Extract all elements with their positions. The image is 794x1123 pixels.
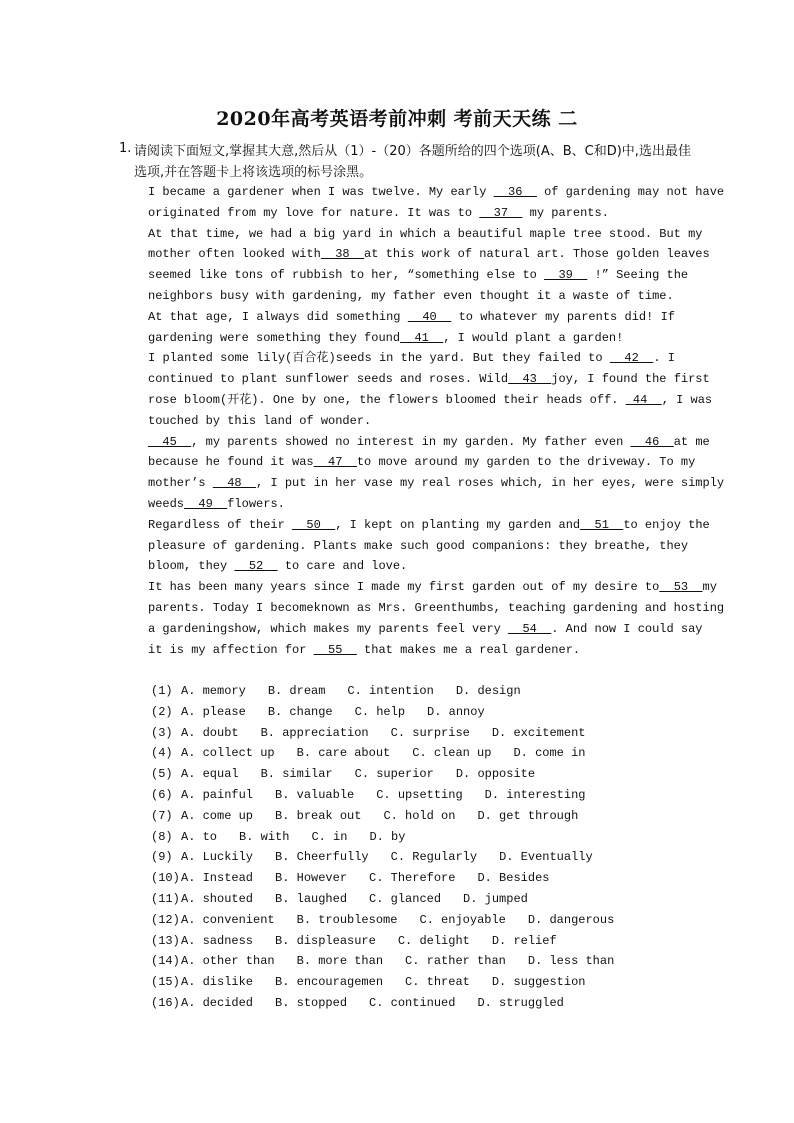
passage-text: mother’s	[148, 476, 213, 491]
passage-text: mother often looked with	[148, 247, 321, 262]
option-row	[151, 868, 636, 889]
answer-blank: 39	[544, 268, 588, 283]
passage-text: , my parents showed no interest in my garden. My father even	[191, 434, 631, 449]
passage-text: seemed like tons of rubbish to her, “something else to	[148, 268, 545, 283]
answer-blank: 46	[630, 434, 674, 449]
passage-line	[148, 640, 675, 661]
option-choice: D. suggestion	[491, 975, 586, 990]
passage-line	[148, 515, 710, 536]
passage-line	[148, 244, 710, 265]
option-choice: D. get through	[477, 808, 579, 823]
passage-text: because he found it was	[148, 455, 314, 470]
passage-line	[148, 619, 703, 640]
option-choice: B. break out	[275, 808, 362, 823]
passage-line	[148, 536, 689, 557]
passage-text: pleasure of gardening. Plants make such good companions: they breathe, they	[148, 538, 689, 553]
option-number: (9)	[151, 850, 173, 865]
option-choice: D. less than	[527, 954, 615, 969]
option-row	[151, 764, 636, 785]
option-number: (6)	[151, 787, 173, 802]
option-choice: D. dangerous	[527, 912, 615, 927]
passage-text: parents. Today I becomeknown as Mrs. Greenthumbs, teaching gardening and hosting	[148, 600, 725, 615]
option-choice: D. struggled	[477, 995, 564, 1010]
option-choice: C. glanced	[369, 891, 442, 906]
option-choice: C. continued	[369, 995, 456, 1010]
option-choice: A. painful	[181, 787, 254, 802]
option-choice: C. Regularly	[390, 850, 478, 865]
passage-text: , I would plant a garden!	[443, 330, 624, 345]
option-choice: D. jumped	[463, 891, 528, 906]
passage-line	[148, 390, 713, 411]
option-choice: A. convenient	[181, 912, 275, 927]
passage-text: At that age, I always did something	[148, 309, 408, 324]
option-choice: D. come in	[513, 746, 586, 761]
option-row	[151, 702, 636, 723]
option-choice: D. excitement	[491, 725, 586, 740]
answer-blank: 55	[313, 642, 357, 657]
passage-text: touched by this land of wonder.	[148, 413, 372, 428]
passage-text: to enjoy the	[623, 517, 710, 532]
passage-text: at me	[673, 434, 710, 449]
option-row	[151, 951, 636, 972]
option-choice: B. change	[267, 704, 333, 719]
option-number: (4)	[151, 746, 173, 761]
option-choice: B. Cheerfully	[275, 850, 369, 865]
passage-text: of gardening may not have	[536, 185, 725, 199]
answer-blank: 53	[659, 580, 703, 595]
answer-blank: 48	[212, 476, 257, 491]
option-choice: A. dislike	[181, 975, 254, 990]
option-choice: C. delight	[397, 933, 470, 948]
option-choice: C. in	[311, 829, 348, 844]
answer-blank: 51	[580, 517, 624, 532]
passage-line	[148, 328, 675, 349]
option-row	[151, 972, 636, 993]
passage-text: to whatever my parents did! If	[451, 309, 675, 324]
option-choice: B. appreciation	[260, 725, 369, 740]
option-choice: D. relief	[491, 933, 557, 948]
option-choice: C. Therefore	[369, 871, 456, 886]
option-choice: B. However	[275, 871, 348, 886]
option-choice: B. with	[239, 829, 290, 844]
passage-text: weeds	[148, 496, 185, 511]
option-choice: D. by	[369, 829, 406, 844]
answer-blank: 52	[234, 559, 278, 574]
answer-blank: 38	[320, 247, 365, 262]
option-choice: A. please	[181, 704, 246, 719]
option-choice: B. valuable	[275, 787, 355, 802]
passage-line	[148, 348, 675, 369]
option-choice: C. threat	[405, 975, 470, 990]
option-choice: A. doubt	[181, 725, 239, 740]
passage-text: my	[702, 580, 717, 595]
option-choice: C. upsetting	[376, 787, 463, 802]
answer-blank: 43	[508, 372, 552, 387]
option-row	[151, 993, 636, 1014]
option-choice: D. Eventually	[499, 850, 593, 865]
answer-blank: 44	[625, 392, 662, 407]
option-choice: B. more than	[296, 954, 384, 969]
passage-text: to care and love.	[277, 559, 408, 574]
passage-text: at this work of natural art. Those golden leaves	[364, 247, 710, 262]
reading-passage	[148, 182, 725, 660]
option-choice: A. collect up	[181, 746, 275, 761]
option-choice: C. surprise	[390, 725, 470, 740]
option-choice: A. shouted	[181, 891, 254, 906]
passage-line	[148, 473, 725, 494]
option-choice: C. clean up	[412, 746, 492, 761]
passage-line	[148, 369, 710, 390]
option-choice: B. dream	[267, 684, 326, 698]
option-choice: A. equal	[181, 767, 239, 782]
option-number: (15)	[151, 975, 180, 990]
passage-text: to move around my garden to the driveway. To my	[356, 455, 696, 470]
option-row	[151, 889, 636, 910]
passage-text: . And now I could say	[551, 621, 703, 636]
passage-text: gardening were something they found	[148, 330, 401, 345]
option-number: (11)	[151, 891, 180, 906]
page-title: 2020年高考英语考前冲刺 考前天天练 二	[216, 108, 578, 130]
option-row	[151, 827, 636, 848]
option-number: (13)	[151, 933, 180, 948]
option-choice: C. rather than	[405, 954, 506, 969]
passage-text: , I kept on planting my garden and	[335, 517, 581, 532]
option-choice: B. care about	[296, 746, 391, 761]
passage-text: my parents.	[522, 205, 609, 220]
option-choice: B. stopped	[275, 995, 348, 1010]
passage-line	[148, 411, 675, 432]
passage-text: that makes me a real gardener.	[356, 642, 581, 657]
passage-text: I planted some lily(百合花)seeds in the yard. But they failed to	[148, 351, 610, 366]
option-number: (14)	[151, 954, 180, 969]
answer-blank: 41	[400, 330, 444, 345]
option-choice: A. other than	[181, 954, 275, 969]
passage-text: , I was	[661, 392, 713, 407]
passage-line	[148, 265, 689, 286]
option-number: (16)	[151, 995, 180, 1010]
option-choice: A. Luckily	[181, 850, 254, 865]
option-row	[151, 723, 636, 744]
option-choice: C. help	[354, 704, 406, 719]
option-number: (10)	[151, 871, 180, 886]
option-choice: D. Besides	[477, 871, 550, 886]
passage-text: originated from my love for nature. It was to	[148, 205, 480, 220]
passage-text: neighbors busy with gardening, my father even thought it a waste of time.	[148, 288, 674, 303]
option-choice: A. come up	[181, 808, 254, 823]
option-number: (8)	[151, 829, 173, 844]
passage-text: joy, I found the first	[551, 372, 710, 387]
option-row	[151, 910, 636, 931]
passage-text: it is my affection for	[148, 642, 314, 657]
option-choice: C. superior	[354, 767, 434, 782]
option-choice: C. intention	[347, 684, 434, 698]
option-choice: B. similar	[260, 767, 333, 782]
passage-text: . I	[653, 351, 675, 366]
passage-line	[148, 182, 725, 203]
option-choice: D. interesting	[484, 787, 586, 802]
passage-text: !” Seeing the	[587, 268, 689, 283]
answer-blank: 40	[407, 309, 452, 324]
passage-text: Regardless of their	[148, 517, 293, 532]
option-number: (3)	[151, 725, 173, 740]
answer-blank: 47	[313, 455, 357, 470]
option-row	[151, 931, 636, 952]
answer-blank: 49	[184, 496, 228, 511]
option-choice: D. opposite	[455, 767, 536, 782]
passage-text: bloom, they	[148, 559, 235, 574]
passage-line	[148, 224, 703, 245]
option-choice: B. troublesome	[296, 912, 398, 927]
passage-text: a gardeningshow, which makes my parents feel very	[148, 621, 509, 636]
option-choice: C. enjoyable	[419, 912, 506, 927]
answer-blank: 54	[508, 621, 552, 636]
passage-text: It has been many years since I made my first garden out of my desire to	[148, 580, 660, 595]
passage-line	[148, 452, 696, 473]
option-choice: D. design	[455, 684, 521, 698]
option-choice: B. displeasure	[275, 933, 376, 948]
passage-text: continued to plant sunflower seeds and roses. Wild	[148, 372, 509, 387]
option-choice: D. annoy	[427, 704, 485, 719]
answer-blank: 36	[493, 185, 537, 199]
option-choice: A. Instead	[181, 871, 254, 886]
answer-options	[151, 681, 636, 1014]
option-row	[151, 681, 636, 702]
option-choice: A. memory	[181, 684, 246, 698]
passage-line	[148, 494, 675, 515]
option-number: (7)	[151, 808, 173, 823]
option-choice: A. sadness	[181, 933, 254, 948]
option-choice: B. laughed	[275, 891, 348, 906]
passage-line	[148, 577, 717, 598]
option-row	[151, 806, 636, 827]
answer-blank: 37	[479, 205, 523, 220]
passage-line	[148, 203, 675, 224]
option-choice: A. decided	[181, 995, 254, 1010]
passage-line	[148, 307, 675, 328]
option-choice: A. to	[181, 829, 218, 844]
option-row	[151, 743, 636, 764]
option-number: (12)	[151, 912, 180, 927]
option-choice: C. hold on	[383, 808, 456, 823]
passage-line	[148, 598, 725, 619]
passage-text: , I put in her vase my real roses which, in her eyes, were simply	[256, 476, 725, 491]
passage-line	[148, 432, 710, 453]
option-row	[151, 785, 636, 806]
passage-text: At that time, we had a big yard in which a beautiful maple tree stood. But my	[148, 226, 703, 241]
question-instruction: 请阅读下面短文,掌握其大意,然后从（1）-（20）各题所给的四个选项(A、B、C和D)中,选出最佳选项,并在答题卡上将该选项的标号涂黑。	[134, 144, 691, 180]
option-number: (2)	[151, 704, 173, 719]
answer-blank: 45	[148, 434, 192, 449]
passage-text: I became a gardener when I was twelve. My early	[148, 185, 494, 199]
passage-line	[148, 286, 675, 307]
option-number: (5)	[151, 767, 173, 782]
question-number: 1.	[119, 141, 132, 156]
passage-line	[148, 556, 675, 577]
option-number: (1)	[151, 684, 173, 698]
answer-blank: 42	[609, 351, 654, 366]
option-choice: B. encouragemen	[275, 975, 384, 990]
passage-text: rose bloom(开花). One by one, the flowers bloomed their heads off.	[148, 392, 626, 407]
passage-text: flowers.	[227, 496, 285, 511]
answer-blank: 50	[292, 517, 336, 532]
option-row	[151, 847, 636, 868]
